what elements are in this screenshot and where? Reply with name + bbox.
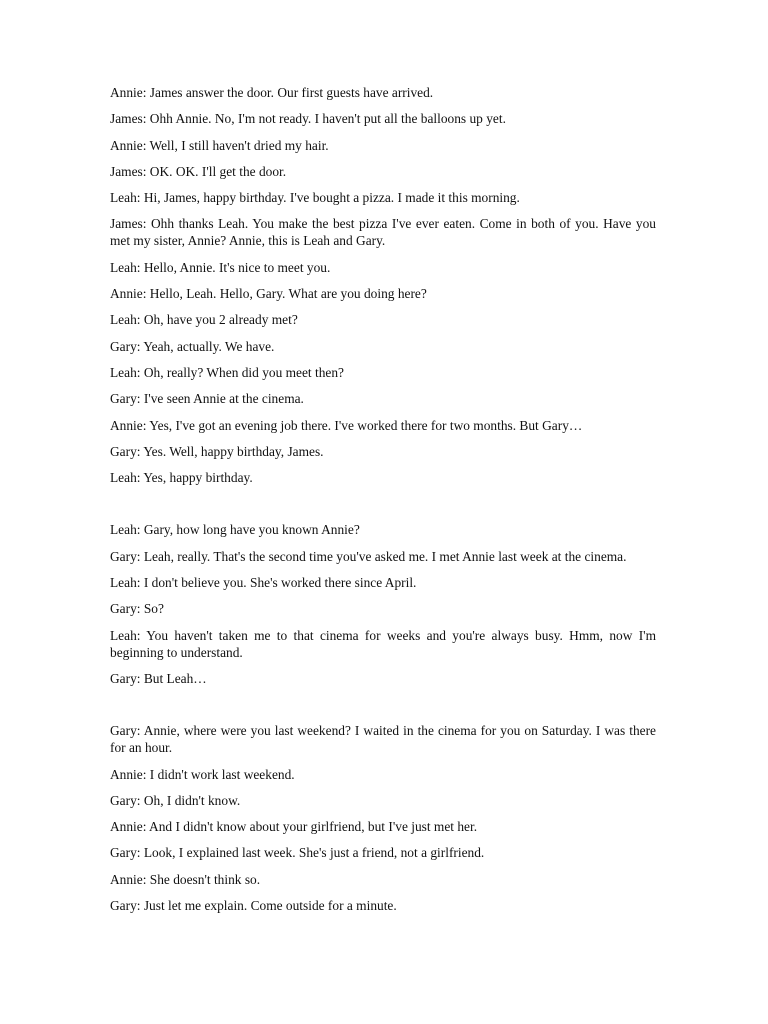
section-spacer [110, 495, 656, 521]
dialogue-line: Annie: And I didn't know about your girlfriend, but I've just met her. [110, 819, 478, 835]
dialogue-line: Gary: But Leah… [110, 670, 207, 686]
dialogue-line: Annie: I didn't work last weekend. [110, 766, 295, 782]
dialogue-line: Gary: I've seen Annie at the cinema. [110, 391, 304, 407]
dialogue-line: Leah: Hello, Annie. It's nice to meet you. [110, 259, 331, 275]
dialogue-line: Gary: Oh, I didn't know. [110, 792, 241, 808]
dialogue-line: Gary: Look, I explained last week. She's just a friend, not a girlfriend. [110, 845, 485, 861]
dialogue-line: Annie: She doesn't think so. [110, 871, 261, 887]
dialogue-line: James: Ohh thanks Leah. You make the best pizza I've ever eaten. Come in both of you. Have you met my sister, Annie? Annie, this is Leah and Gary. [110, 216, 656, 249]
dialogue-line: Leah: Gary, how long have you known Annie? [110, 522, 360, 538]
dialogue-line: Gary: Just let me explain. Come outside for a minute. [110, 898, 397, 914]
dialogue-line: Gary: Leah, really. That's the second time you've asked me. I met Annie last week at the cinema. [110, 548, 627, 564]
dialogue-line: Gary: Yes. Well, happy birthday, James. [110, 443, 324, 459]
dialogue-line: Gary: So? [110, 601, 164, 617]
dialogue-line: Leah: Hi, James, happy birthday. I've bought a pizza. I made it this morning. [110, 190, 520, 206]
dialogue-line: Gary: Yeah, actually. We have. [110, 338, 275, 354]
dialogue-document [110, 84, 656, 923]
dialogue-line: Gary: Annie, where were you last weekend? I waited in the cinema for you on Saturday. I was there for an hour. [110, 723, 656, 756]
dialogue-section-2 [110, 521, 656, 686]
dialogue-line: Annie: Well, I still haven't dried my hair. [110, 137, 329, 153]
dialogue-line: Annie: Hello, Leah. Hello, Gary. What are you doing here? [110, 286, 427, 302]
dialogue-line: Leah: You haven't taken me to that cinema for weeks and you're always busy. Hmm, now I'm beginning to understand. [110, 627, 656, 660]
dialogue-line: James: Ohh Annie. No, I'm not ready. I haven't put all the balloons up yet. [110, 111, 506, 127]
dialogue-section-3 [110, 722, 656, 914]
dialogue-section-1 [110, 84, 656, 486]
dialogue-line: Leah: Oh, have you 2 already met? [110, 312, 298, 328]
dialogue-line: Leah: I don't believe you. She's worked there since April. [110, 575, 417, 591]
dialogue-line: Annie: James answer the door. Our first guests have arrived. [110, 85, 434, 100]
dialogue-line: Leah: Oh, really? When did you meet then? [110, 364, 345, 380]
dialogue-line: Leah: Yes, happy birthday. [110, 470, 253, 486]
dialogue-line: Annie: Yes, I've got an evening job there. I've worked there for two months. But Gary… [110, 417, 583, 433]
section-spacer [110, 696, 656, 722]
dialogue-line: James: OK. OK. I'll get the door. [110, 163, 287, 179]
